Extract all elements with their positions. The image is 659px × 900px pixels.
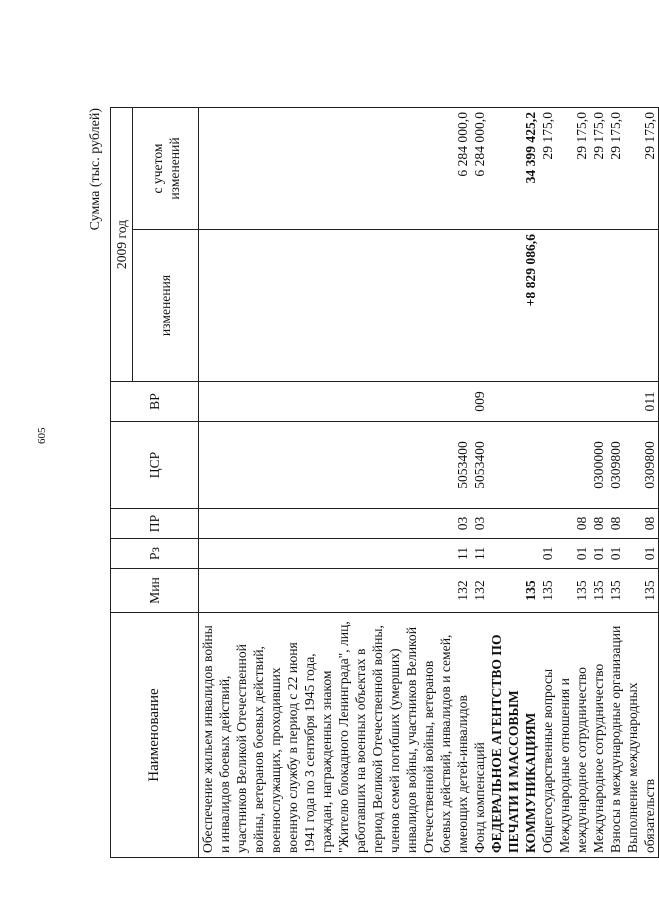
row-with-changes: 6 284 000,0 xyxy=(471,108,488,230)
row-rz: 11 xyxy=(471,539,488,569)
row-rz: 01 xyxy=(539,539,556,569)
budget-table xyxy=(110,107,659,858)
table-row xyxy=(607,108,624,858)
header-vr: ВР xyxy=(111,382,199,422)
header-rz: Рз xyxy=(111,539,199,569)
row-pr xyxy=(539,509,556,539)
row-changes: +8 829 086,6 xyxy=(488,230,539,382)
table-row xyxy=(199,108,472,858)
row-pr: 08 xyxy=(556,509,590,539)
table-row xyxy=(556,108,590,858)
row-vr xyxy=(488,382,539,422)
budget-table-sheet xyxy=(84,108,657,858)
row-rz: 01 xyxy=(590,539,607,569)
row-with-changes: 29 175,0 xyxy=(624,108,659,230)
row-csr: 0309800 xyxy=(607,422,624,509)
row-changes xyxy=(624,230,659,382)
row-vr xyxy=(607,382,624,422)
row-min: 135 xyxy=(488,569,539,613)
row-changes xyxy=(607,230,624,382)
row-vr xyxy=(199,382,472,422)
header-changes: изменения xyxy=(133,230,199,382)
row-rz xyxy=(488,539,539,569)
row-rz: 01 xyxy=(556,539,590,569)
row-min: 135 xyxy=(624,569,659,613)
row-with-changes: 29 175,0 xyxy=(607,108,624,230)
row-name: Общегосударственные вопросы xyxy=(539,613,556,858)
row-min: 135 xyxy=(556,569,590,613)
table-row xyxy=(539,108,556,858)
row-csr xyxy=(488,422,539,509)
row-changes xyxy=(199,230,472,382)
row-rz: 01 xyxy=(607,539,624,569)
row-name: Международное сотрудничество xyxy=(590,613,607,858)
row-name: ФЕДЕРАЛЬНОЕ АГЕНТСТВО ПО ПЕЧАТИ И МАССОВЫМ КОММУНИКАЦИЯМ xyxy=(488,613,539,858)
row-vr: 009 xyxy=(471,382,488,422)
row-changes xyxy=(471,230,488,382)
row-min: 135 xyxy=(607,569,624,613)
row-with-changes: 29 175,0 xyxy=(556,108,590,230)
row-pr: 08 xyxy=(590,509,607,539)
row-changes xyxy=(539,230,556,382)
row-pr: 03 xyxy=(199,509,472,539)
row-vr xyxy=(556,382,590,422)
header-min: Мин xyxy=(111,569,199,613)
row-csr: 0309800 xyxy=(624,422,659,509)
page-number: 605 xyxy=(36,427,48,444)
row-vr: 011 xyxy=(624,382,659,422)
row-min: 135 xyxy=(539,569,556,613)
row-csr: 5053400 xyxy=(471,422,488,509)
row-changes xyxy=(556,230,590,382)
header-year: 2009 год xyxy=(111,108,133,382)
row-rz: 01 xyxy=(624,539,659,569)
row-pr: 08 xyxy=(607,509,624,539)
row-with-changes: 34 399 425,2 xyxy=(488,108,539,230)
table-row xyxy=(471,108,488,858)
table-row xyxy=(488,108,539,858)
row-vr xyxy=(590,382,607,422)
row-with-changes: 29 175,0 xyxy=(590,108,607,230)
row-vr xyxy=(539,382,556,422)
row-min: 132 xyxy=(471,569,488,613)
row-min: 132 xyxy=(199,569,472,613)
table-row xyxy=(624,108,659,858)
row-name: Взносы в международные организации xyxy=(607,613,624,858)
table-row xyxy=(590,108,607,858)
header-csr: ЦСР xyxy=(111,422,199,509)
row-csr: 0300000 xyxy=(590,422,607,509)
row-csr: 5053400 xyxy=(199,422,472,509)
row-changes xyxy=(590,230,607,382)
units-label: Сумма (тыс. рублей) xyxy=(88,108,103,231)
header-pr: ПР xyxy=(111,509,199,539)
header-with-changes: с учетом изменений xyxy=(133,108,199,230)
row-pr: 03 xyxy=(471,509,488,539)
row-pr xyxy=(488,509,539,539)
table-body xyxy=(199,108,659,858)
row-with-changes: 29 175,0 xyxy=(539,108,556,230)
row-csr xyxy=(556,422,590,509)
row-csr xyxy=(539,422,556,509)
row-rz: 11 xyxy=(199,539,472,569)
row-name: Выполнение международных обязательств xyxy=(624,613,659,858)
header-name: Наименование xyxy=(111,613,199,858)
row-name: Обеспечение жильем инвалидов войны и инвалидов боевых действий, участников Великой Отечественной войны, ветеранов боевых действий, военнослужащих, проходивших военную службу в период с 22 июня 1941 года по 3 сентября 1945 года, граждан, награжденных знаком "Жителю блокадного Ленинграда", лиц, работавших на военных объектах в период Великой Отечественной войны, членов семей погибших (умерших) инвалидов войны, участников Великой Отечественной войны, ветеранов боевых действий, инвалидов и семей, имеющих детей-инвалидов xyxy=(199,613,472,858)
row-name: Фонд компенсаций xyxy=(471,613,488,858)
row-with-changes: 6 284 000,0 xyxy=(199,108,472,230)
row-min: 135 xyxy=(590,569,607,613)
row-name: Международные отношения и международное сотрудничество xyxy=(556,613,590,858)
row-pr: 08 xyxy=(624,509,659,539)
